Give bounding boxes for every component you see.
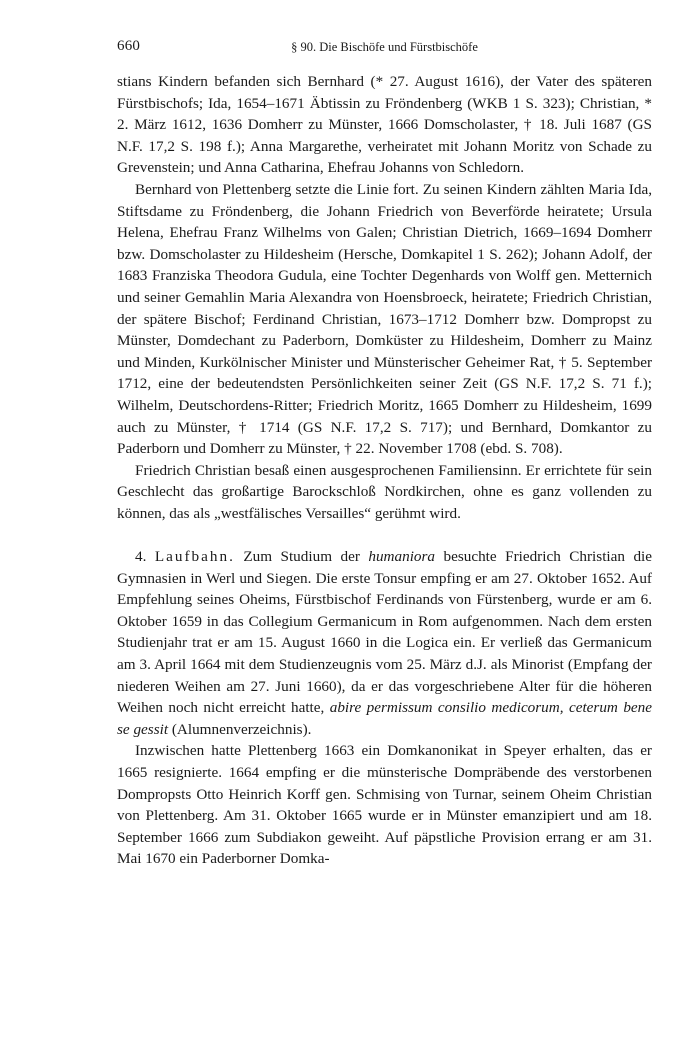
body-text — [117, 71, 652, 870]
page-header — [117, 38, 652, 60]
paragraph-5: Inzwischen hatte Plettenberg 1663 ein Domkanonikat in Speyer erhalten, das er 1665 resignierte. 1664 empfing er die münsterische Dompräbende des verstorbenen Dompropsts Otto Heinrich Korff gen. Schmising von Turnar, seinem Oheim Christian von Plettenberg. Am 31. Oktober 1665 wurde er in Münster emanzipiert und am 18. September 1666 zum Subdiakon geweiht. Auf päpstliche Provision errang er am 31. Mai 1670 ein Paderborner Domka- — [117, 742, 652, 868]
page-number: 660 — [117, 38, 141, 54]
text-run: besuchte Friedrich Christian die Gymnasien in Werl und Siegen. Die erste Tonsur empfing er am 27. Oktober 1652. Auf Empfehlung seines Oheims, Fürstbischof Ferdinands von Fürstenberg, wurde er am 6. Oktober 1659 in das Collegium Germanicum in Rom aufgenommen. Nach dem ersten Studienjahr trat er am 15. August 1660 in die Logica ein. Er verließ das Germanicum am 3. April 1664 mit dem Studienzeugnis vom 25. März d.J. als Minorist (Empfang der niederen Weihen am 27. Juni 1660), da er das vorgeschriebene Alter für die höheren Weihen noch nicht erreicht hatte, — [117, 548, 652, 717]
text-run: (Alumnenverzeichnis). — [168, 720, 312, 738]
italic-quote: abire permissum consilio medicorum, ceterum bene se gessit — [117, 699, 652, 738]
italic-term: humaniora — [368, 548, 436, 566]
section-heading: Laufbahn. — [154, 548, 235, 566]
text-run: Zum Studium der — [234, 548, 369, 566]
paragraph-1: stians Kindern befanden sich Bernhard (* 27. August 1616), der Vater des späteren Fürstbischofs; Ida, 1654–1671 Äbtissin zu Fröndenberg (WKB 1 S. 323); Christian, * 2. März 1612, 1636 Domherr zu Münster, 1666 Domscholaster, † 18. Juli 1687 (GS N.F. 17,2 S. 198 f.); Anna Margarethe, verheiratet mit Johann Moritz von Schade zu Grevenstein; und Anna Catharina, Ehefrau Johanns von Schledorn. — [117, 73, 652, 177]
paragraph-3: Friedrich Christian besaß einen ausgesprochenen Familiensinn. Er errichtete für sein Geschlecht das großartige Barockschloß Nordkirchen, ohne es ganz vollenden zu können, das als „westfälisches Versailles“ gerühmt wird. — [117, 461, 652, 522]
section-number: 4. — [135, 548, 155, 566]
paragraph-2: Bernhard von Plettenberg setzte die Linie fort. Zu seinen Kindern zählten Maria Ida, Stiftsdame zu Fröndenberg, die Johann Friedrich von Beverförde heiratete; Ursula Helena, Ehefrau Franz Wilhelms von Galen; Christian Dietrich, 1669–1694 Domherr bzw. Domscholaster zu Hildesheim (Hersche, Domkapitel 1 S. 262); Johann Adolf, der 1683 Franziska Theodora Gudula, eine Tochter Degenhards von Wolff gen. Metternich und seiner Gemahlin Maria Alexandra von Hoensbroeck, heiratete; Friedrich Christian, der spätere Bischof; Ferdinand Christian, 1673–1712 Domherr bzw. Dompropst zu Münster, Domdechant zu Paderborn, Domküster zu Hildesheim, Domherr zu Mainz und Minden, Kurkölnischer Minister und Münsterischer Geheimer Rat, † 5. September 1712, eine der bedeutendsten Persönlichkeiten seiner Zeit (GS N.F. 17,2 S. 71 f.); Wilhelm, Deutschordens-Ritter; Friedrich Moritz, 1665 Domherr zu Hildesheim, 1699 auch zu Münster, † 1714 (GS N.F. 17,2 S. 717); und Bernhard, Domkantor zu Paderborn und Domherr zu Münster, † 22. November 1708 (ebd. S. 708). — [117, 180, 652, 458]
paragraph-4-laufbahn — [117, 546, 652, 740]
running-head: § 90. Die Bischöfe und Fürstbischöfe — [291, 40, 478, 54]
